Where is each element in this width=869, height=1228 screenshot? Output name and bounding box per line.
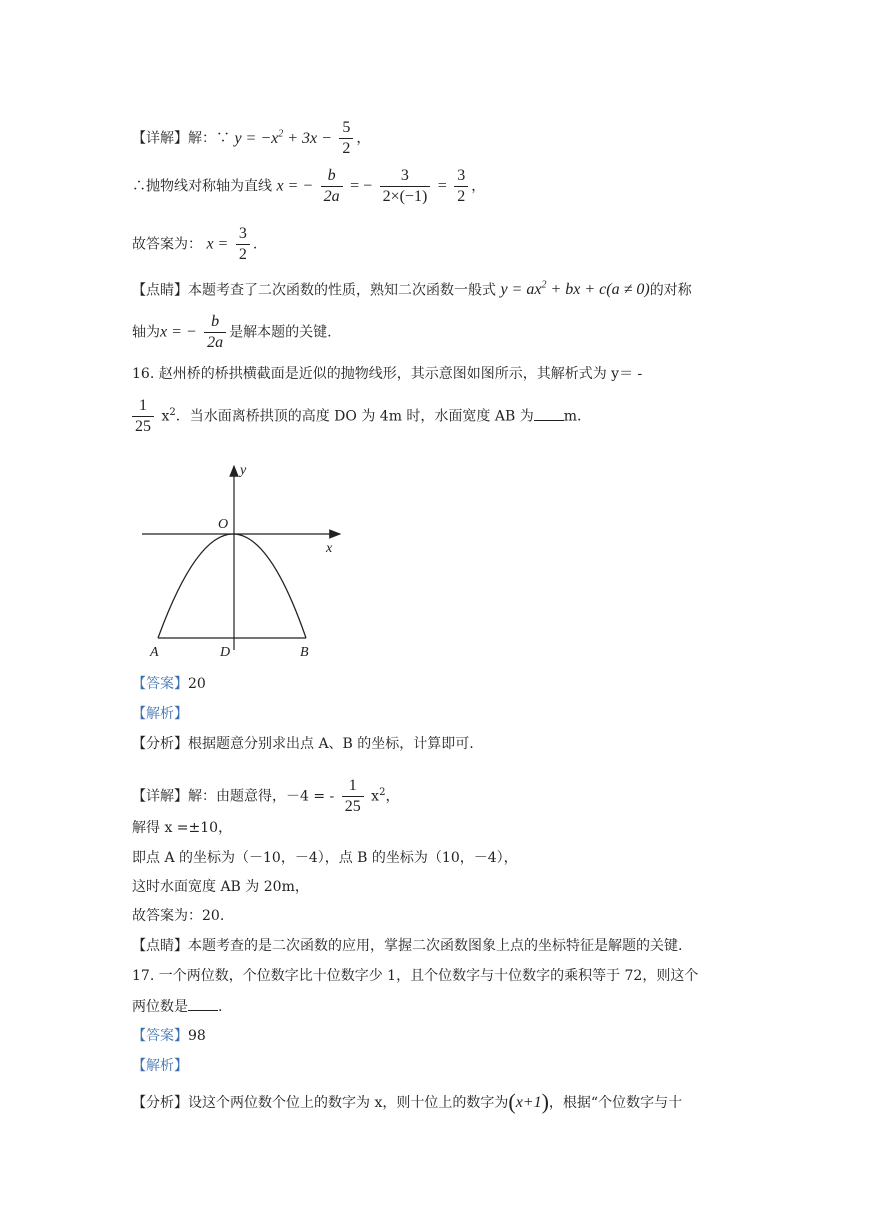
fraction: $\frac{1}{25}$ bbox=[342, 776, 364, 817]
text: 的对称 bbox=[649, 282, 692, 299]
parabola-figure bbox=[140, 460, 350, 660]
solution-line: 故答案为：20. bbox=[132, 908, 225, 924]
text: 设这个两位数个位上的数字为 x，则十位上的数字为 bbox=[188, 1095, 509, 1111]
section-tag: 【详解】 bbox=[132, 788, 188, 805]
question-17-cont bbox=[132, 996, 222, 1017]
equation: = − bbox=[350, 177, 373, 195]
paren: ) bbox=[541, 1089, 549, 1114]
answer-blank bbox=[534, 406, 564, 421]
fenxi-16 bbox=[132, 734, 474, 754]
solution-line: 即点 A 的坐标为（－10，－4），点 B 的坐标为（10，－4）， bbox=[132, 850, 518, 866]
parabola-curve bbox=[158, 534, 306, 638]
text: ， bbox=[385, 788, 400, 805]
text: 解：∵ bbox=[188, 130, 230, 147]
fraction: $\frac{3}{2\times(-1)}$ bbox=[380, 166, 431, 207]
equation: $y = ax^2$ + bx + c(a ≠ 0) bbox=[500, 280, 650, 299]
answer-17 bbox=[132, 1026, 206, 1046]
label-o: O bbox=[218, 517, 229, 532]
question-16-cont bbox=[132, 396, 581, 437]
text: 根据题意分别求出点 A、B 的坐标，计算即可. bbox=[188, 736, 474, 752]
label-b: B bbox=[300, 645, 309, 660]
solution-line: 这时水面宽度 AB 为 20m， bbox=[132, 879, 309, 895]
equation: x = − bbox=[276, 177, 314, 195]
fraction: $\frac{3}{2}$ bbox=[236, 224, 250, 265]
text: ，根据“个位数字与十 bbox=[548, 1095, 683, 1111]
answer-value: 20 bbox=[188, 676, 206, 692]
equation: $y = -x^2 + 3x$ − bbox=[234, 128, 332, 147]
text: 解：由题意得，－4 = - bbox=[188, 788, 335, 805]
text: . bbox=[218, 999, 223, 1015]
answer-blank bbox=[188, 996, 218, 1011]
step-line-1 bbox=[132, 118, 370, 159]
answer-value: 98 bbox=[188, 1028, 206, 1044]
fraction: $\frac{b}{2a}$ bbox=[204, 312, 226, 353]
section-tag: 【点睛】 bbox=[132, 282, 188, 299]
fraction: $\frac{1}{25}$ bbox=[132, 396, 154, 437]
dianjing-16 bbox=[132, 936, 682, 956]
step-line-5 bbox=[132, 312, 332, 353]
equation: x = − bbox=[160, 323, 197, 341]
text: 本题考查的是二次函数的应用，掌握二次函数图象上点的坐标特征是解题的关键. bbox=[188, 938, 683, 954]
label-y: y bbox=[240, 463, 247, 478]
step-line-4 bbox=[132, 276, 692, 300]
xiangjie-16 bbox=[132, 776, 399, 817]
answer-tag: 【答案】 bbox=[132, 676, 188, 692]
answer-16 bbox=[132, 674, 206, 694]
section-tag: 【分析】 bbox=[132, 736, 188, 752]
text: ， bbox=[356, 130, 371, 147]
paren: ( bbox=[508, 1089, 516, 1114]
text: m. bbox=[563, 408, 582, 425]
step-line-2 bbox=[132, 166, 485, 207]
expression: x+1 bbox=[515, 1094, 542, 1111]
label-d: D bbox=[220, 645, 231, 660]
fraction: $\frac{3}{2}$ bbox=[454, 166, 468, 207]
label-a: A bbox=[150, 645, 159, 660]
text: x bbox=[157, 408, 170, 425]
solution-line: 解得 x =±10， bbox=[132, 820, 233, 836]
answer-tag: 【答案】 bbox=[132, 1028, 188, 1044]
label-x: x bbox=[326, 541, 333, 556]
fraction: $\frac{5}{2}$ bbox=[339, 118, 353, 159]
fraction: $\frac{b}{2a}$ bbox=[321, 166, 343, 207]
question-16: 16. 赵州桥的桥拱横截面是近似的抛物线形，其示意图如图所示，其解析式为 y＝ - bbox=[132, 366, 643, 382]
step-line-3 bbox=[132, 224, 257, 265]
text: ， bbox=[471, 178, 486, 195]
question-17: 17. 一个两位数，个位数字比十位数字少 1，且个位数字与十位数字的乘积等于 72，则这个 bbox=[132, 968, 699, 984]
fenxi-17 bbox=[132, 1089, 683, 1114]
equation: = bbox=[437, 177, 447, 195]
exponent: 2 bbox=[379, 786, 386, 798]
section-tag: 【分析】 bbox=[132, 1095, 188, 1111]
text: ∴抛物线对称轴为直线 bbox=[132, 178, 272, 195]
text: 是解本题的关键. bbox=[229, 324, 332, 341]
text: x bbox=[366, 788, 380, 805]
exponent: 2 bbox=[169, 406, 176, 418]
text: ．当水面离桥拱顶的高度 DO 为 4m 时，水面宽度 AB 为 bbox=[175, 408, 534, 425]
jiexi-tag: 【解析】 bbox=[132, 1058, 188, 1074]
jiexi-tag: 【解析】 bbox=[132, 706, 188, 722]
text: 故答案为： bbox=[132, 236, 202, 253]
section-tag: 【详解】 bbox=[132, 130, 188, 147]
text: 轴为 bbox=[132, 324, 160, 341]
text: 本题考查了二次函数的性质，熟知二次函数一般式 bbox=[188, 282, 496, 299]
equation: x = bbox=[206, 235, 229, 253]
text: . bbox=[252, 236, 258, 253]
section-tag: 【点睛】 bbox=[132, 938, 188, 954]
text: 两位数是 bbox=[132, 999, 188, 1015]
